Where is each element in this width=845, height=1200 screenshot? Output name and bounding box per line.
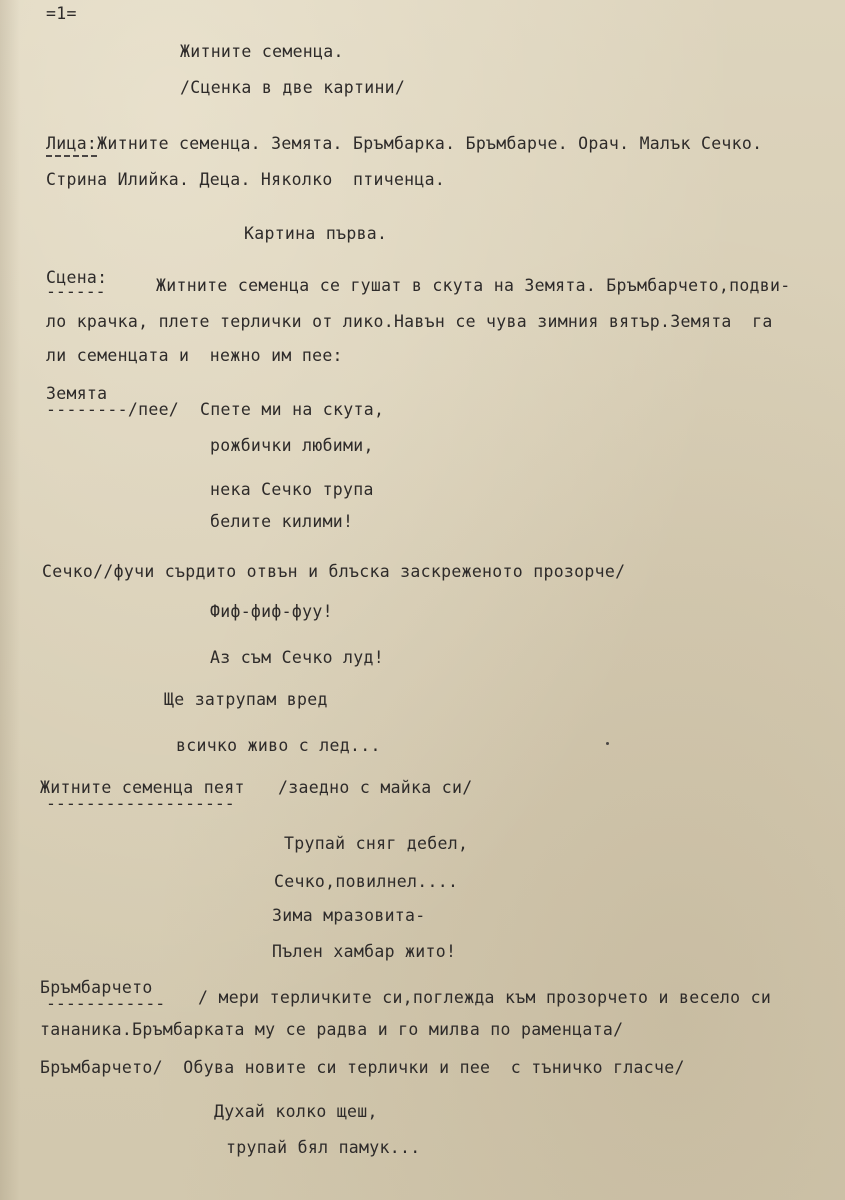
act-title: Картина първа. — [244, 224, 388, 243]
document-title: Житните семенца. — [180, 42, 344, 61]
beetle-song-line-1: Духай колко щеш, — [214, 1102, 378, 1121]
seeds-song-line-1: Трупай сняг дебел, — [284, 834, 469, 853]
characters-list-1: Житните семенца. Земята. Бръмбарка. Бръмбарче. Орач. Малък Сечко. — [97, 134, 763, 153]
beetle-label: Бръмбарчето — [40, 978, 153, 997]
seeds-label: Житните семенца пеят — [40, 778, 245, 797]
sechko-song-line-3: Ще затрупам вред — [164, 690, 328, 709]
seeds-direction: /заедно с майка си/ — [278, 778, 473, 797]
beetle-song-line-2: трупай бял памук... — [226, 1138, 421, 1157]
earth-cue: --------/пее/ — [46, 400, 180, 419]
ink-speck — [606, 742, 609, 745]
earth-song-line-3: нека Сечко трупа — [210, 480, 374, 499]
earth-song-line-4: белите килими! — [210, 512, 354, 531]
page-fold-shadow — [0, 0, 20, 1200]
sechko-direction: Сечко//фучи сърдито отвън и блъска заскреженото прозорче/ — [42, 562, 626, 581]
beetle-label-underline: ------------ — [46, 994, 166, 1013]
beetle-direction-2: тананика.Бръмбарката му се радва и го милва по раменцата/ — [40, 1020, 624, 1039]
earth-song-line-2: рожбички любими, — [210, 436, 374, 455]
seeds-song-line-2: Сечко,повилнел.... — [274, 872, 459, 891]
characters-line-2: Стрина Илийка. Деца. Няколко птиченца. — [46, 170, 446, 189]
scene-label: Сцена: — [46, 268, 108, 287]
earth-label: Земята — [46, 384, 108, 403]
page-number: =1= — [46, 4, 77, 23]
scene-description-3: ли семенцата и нежно им пее: — [46, 346, 343, 365]
earth-song-line-1: Спете ми на скута, — [200, 400, 385, 419]
beetle-direction-3: Бръмбарчето/ Обува новите си терлички и пее с тъничко гласче/ — [40, 1058, 685, 1077]
beetle-direction-1: / мери терличките си,поглежда към прозорчето и весело си — [198, 988, 772, 1007]
characters-label: Лица: — [46, 134, 97, 157]
seeds-song-line-4: Пълен хамбар жито! — [272, 942, 457, 961]
sechko-song-line-1: Фиф-фиф-фуу! — [210, 602, 333, 621]
sechko-song-line-2: Аз съм Сечко луд! — [210, 648, 384, 667]
scene-description-1: Житните семенца се гушат в скута на Земята. Бръмбарчето,подви- — [156, 276, 791, 295]
seeds-label-underline: ------------------- — [46, 794, 235, 813]
document-subtitle: /Сценка в две картини/ — [180, 78, 406, 97]
scene-description-2: ло крачка, плете терлички от лико.Навън се чува зимния вятър.Земята га — [46, 312, 773, 331]
scene-label-underline: ------ — [46, 282, 106, 301]
characters-line-1 — [46, 134, 762, 154]
seeds-song-line-3: Зима мразовита- — [272, 906, 426, 925]
sechko-song-line-4: всичко живо с лед... — [176, 736, 381, 755]
